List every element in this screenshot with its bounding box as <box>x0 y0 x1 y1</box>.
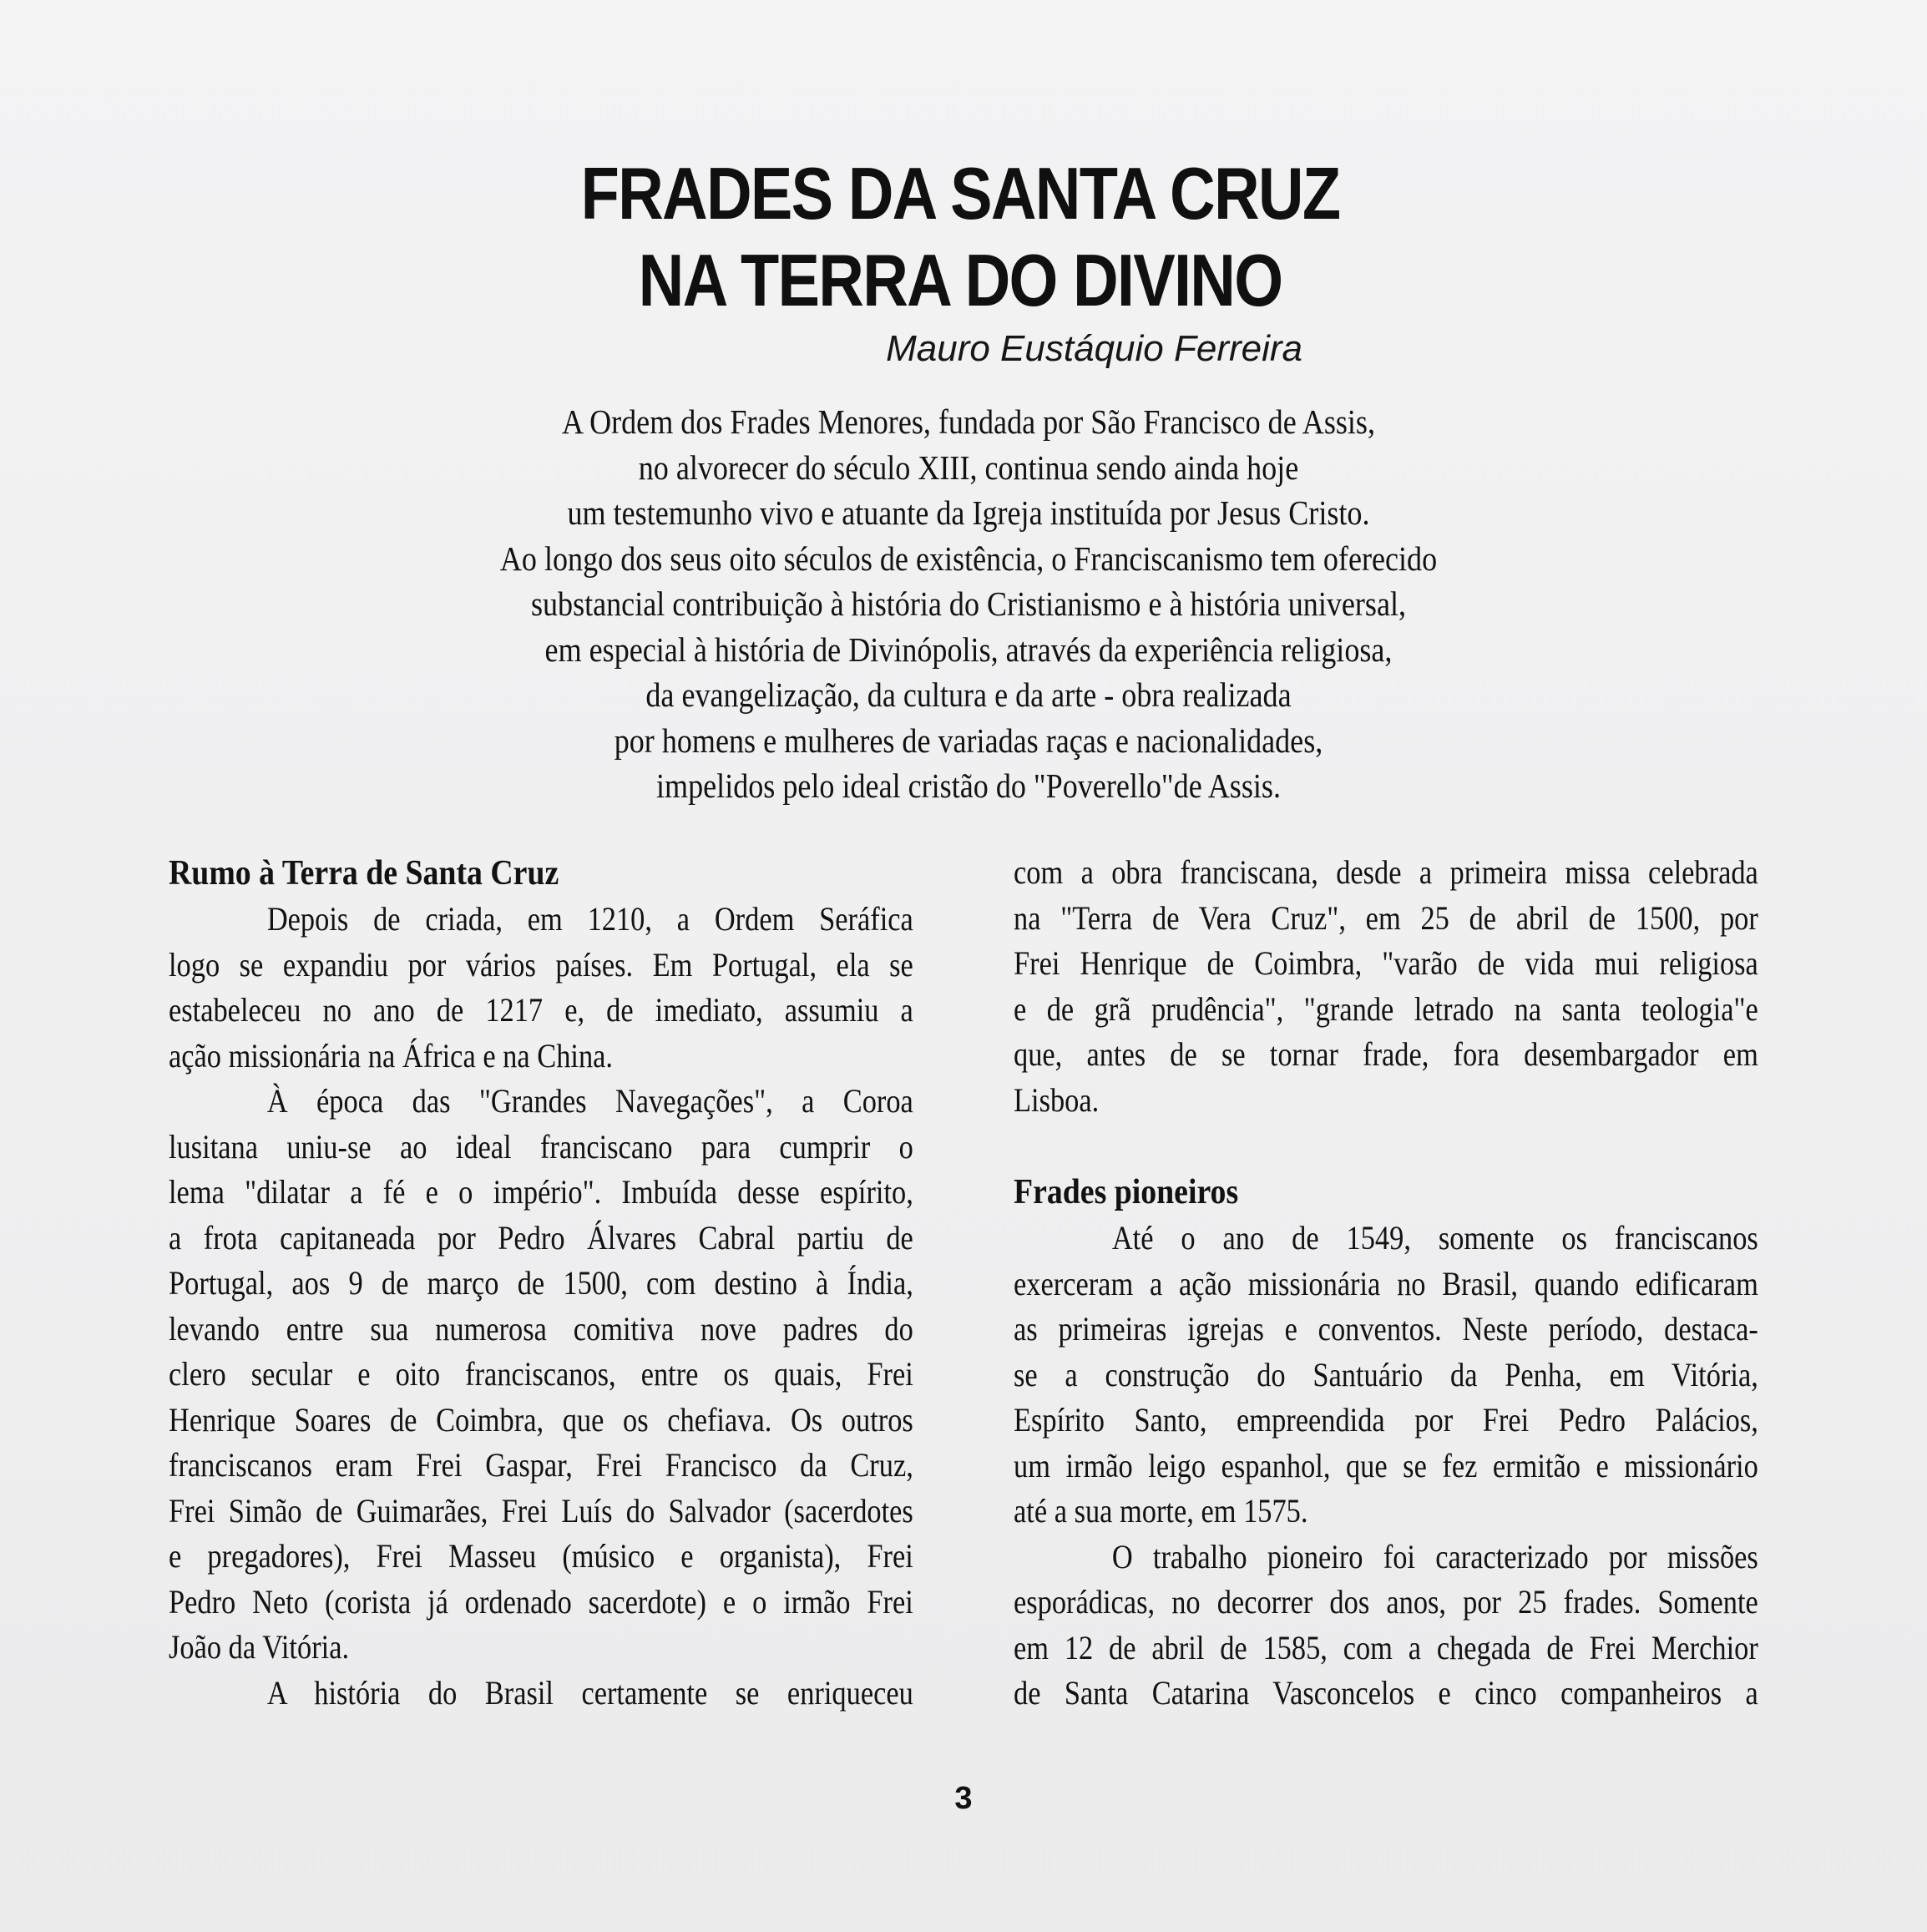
body-line: lusitana uniu-se ao ideal franciscano para cumprir o <box>169 1127 913 1166</box>
right-column <box>1014 850 1758 1717</box>
title-line-1: FRADES DA SANTA CRUZ <box>580 152 1340 235</box>
body-line: de Santa Catarina Vasconcelos e cinco companheiros a <box>1014 1674 1758 1712</box>
intro-line: no alvorecer do século XIII, continua sendo ainda hoje <box>638 448 1299 487</box>
intro-line: em especial à história de Divinópolis, através da experiência religiosa, <box>544 630 1393 669</box>
intro-line: Ao longo dos seus oito séculos de existência, o Franciscanismo tem oferecido <box>499 539 1438 578</box>
body-line: Depois de criada, em 1210, a Ordem Seráfica <box>266 900 913 938</box>
intro-line: um testemunho vivo e atuante da Igreja instituída por Jesus Cristo. <box>567 493 1370 532</box>
body-line: franciscanos eram Frei Gaspar, Frei Francisco da Cruz, <box>169 1446 913 1484</box>
body-line: com a obra franciscana, desde a primeira missa celebrada <box>1014 853 1758 891</box>
body-line: Portugal, aos 9 de março de 1500, com destino à Índia, <box>169 1264 913 1302</box>
body-line: as primeiras igrejas e conventos. Neste período, destaca- <box>1014 1310 1758 1348</box>
body-line: um irmão leigo espanhol, que se fez ermitão e missionário <box>1014 1446 1758 1484</box>
article-author: Mauro Eustáquio Ferreira <box>886 328 1302 369</box>
body-line: clero secular e oito franciscanos, entre os quais, Frei <box>169 1355 913 1393</box>
body-line: Lisboa. <box>1014 1080 1100 1119</box>
body-line: Frei Henrique de Coimbra, "varão de vida mui religiosa <box>1014 944 1758 982</box>
article-title <box>468 150 1453 324</box>
body-line: e de grã prudência", "grande letrado na santa teologia"e <box>1014 989 1758 1028</box>
intro-line: da evangelização, da cultura e da arte - obra realizada <box>645 675 1292 714</box>
body-line: se a construção do Santuário da Penha, em Vitória, <box>1014 1355 1758 1393</box>
left-column <box>169 850 913 1716</box>
body-line: Pedro Neto (corista já ordenado sacerdote) e o irmão Frei <box>169 1582 913 1621</box>
body-line: em 12 de abril de 1585, com a chegada de Frei Merchior <box>1014 1628 1758 1666</box>
body-line: que, antes de se tornar frade, fora desembargador em <box>1014 1035 1758 1073</box>
body-line: a frota capitaneada por Pedro Álvares Cabral partiu de <box>169 1218 913 1257</box>
body-line: levando entre sua numerosa comitiva nove padres do <box>169 1309 913 1348</box>
body-line: estabeleceu no ano de 1217 e, de imediato, assumiu a <box>169 991 913 1029</box>
body-line: Até o ano de 1549, somente os franciscanos <box>1111 1219 1758 1257</box>
body-line: O trabalho pioneiro foi caracterizado por missões <box>1111 1537 1758 1575</box>
intro-line: por homens e mulheres de variadas raças e nacionalidades, <box>614 721 1323 760</box>
body-line: na "Terra de Vera Cruz", em 25 de abril de 1500, por <box>1014 898 1758 937</box>
body-line: exerceram a ação missionária no Brasil, quando edificaram <box>1014 1264 1758 1302</box>
body-line: lema "dilatar a fé e o império". Imbuída desse espírito, <box>169 1173 913 1211</box>
body-line: Espírito Santo, empreendida por Frei Pedro Palácios, <box>1014 1401 1758 1439</box>
intro-line: A Ordem dos Frades Menores, fundada por São Francisco de Assis, <box>561 402 1375 441</box>
body-line: até a sua morte, em 1575. <box>1014 1492 1308 1530</box>
body-line: Frei Simão de Guimarães, Frei Luís do Salvador (sacerdotes <box>169 1491 913 1530</box>
body-line: João da Vitória. <box>169 1628 350 1666</box>
body-line: e pregadores), Frei Masseu (músico e organista), Frei <box>169 1537 913 1575</box>
body-line: ação missionária na África e na China. <box>169 1036 614 1075</box>
intro-line: impelidos pelo ideal cristão do "Poverello"de Assis. <box>656 766 1281 805</box>
page-number: 3 <box>954 1781 973 1816</box>
intro-line: substancial contribuição à história do Cristianismo e à história universal, <box>530 584 1407 623</box>
body-line: logo se expandiu por vários países. Em Portugal, ela se <box>169 945 913 984</box>
body-line: esporádicas, no decorrer dos anos, por 25 frades. Somente <box>1014 1583 1758 1621</box>
title-line-2: NA TERRA DO DIVINO <box>638 239 1282 321</box>
section-heading-frades-pioneiros: Frades pioneiros <box>1014 1173 1239 1211</box>
body-line: Henrique Soares de Coimbra, que os chefiava. Os outros <box>169 1400 913 1439</box>
paragraph-gap <box>1014 1123 1758 1169</box>
section-heading-rumo: Rumo à Terra de Santa Cruz <box>169 854 559 893</box>
article-intro <box>284 399 1653 809</box>
body-line: À época das "Grandes Navegações", a Coroa <box>266 1082 913 1120</box>
body-line: A história do Brasil certamente se enriqueceu <box>266 1673 913 1712</box>
